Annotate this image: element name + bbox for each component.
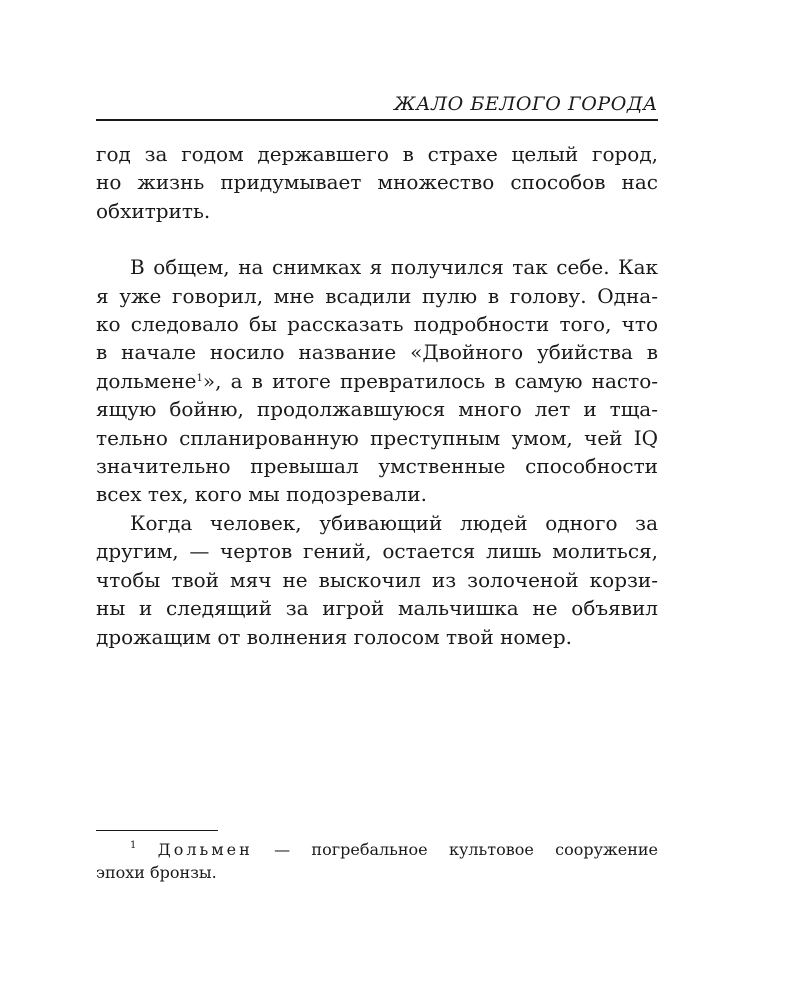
footnote-line [96, 838, 658, 861]
text-line: я уже говорил, мне всадили пулю в голову. Одна- [96, 283, 658, 308]
book-page [96, 0, 658, 1000]
paragraph-continued [96, 140, 658, 225]
paragraph-photos [96, 253, 658, 509]
text-fragment: дольмене [96, 368, 197, 393]
text-line: дрожащим от волнения голосом твой номер. [96, 624, 572, 649]
text-line [96, 367, 658, 395]
footnote-reference[interactable]: 1 [196, 372, 203, 384]
header-rule [96, 119, 658, 121]
text-fragment: », а в итоге превратилось в самую насто- [202, 368, 658, 393]
footnote [96, 838, 658, 884]
text-line: но жизнь придумывает множество способов нас [96, 170, 658, 195]
text-line: Когда человек, убивающий людей одного за [130, 510, 658, 535]
text-line: другим, — чертов гений, остается лишь молиться, [96, 539, 658, 564]
footnote-marker: 1 [130, 840, 137, 851]
body-text [96, 140, 658, 651]
running-head-title: ЖАЛО БЕЛОГО ГОРОДА [394, 93, 658, 115]
paragraph-genius [96, 509, 658, 651]
text-line: тельно спланированную преступным умом, чей IQ [96, 425, 658, 450]
footnote-rule [96, 830, 218, 831]
text-line: В общем, на снимках я получился так себе. Как [130, 255, 658, 280]
text-line: ны и следящий за игрой мальчишка не объявил [96, 596, 658, 621]
text-line: год за годом державшего в страхе целый город, [96, 142, 658, 166]
text-line: обхитрить. [96, 198, 211, 223]
text-line: ко следовало бы рассказать подробности того, что [96, 312, 658, 337]
footnote-definition: — погребальное культовое сооружение [252, 840, 659, 859]
text-line: чтобы твой мяч не выскочил из золоченой корзи- [96, 567, 658, 592]
text-line: в начале носило название «Двойного убийства в [96, 340, 658, 365]
text-line: значительно превышал умственные способности [96, 454, 658, 479]
footnote-term: Дольмен [157, 840, 253, 859]
text-line: всех тех, кого мы подозревали. [96, 482, 427, 507]
footnote-line: эпохи бронзы. [96, 863, 217, 882]
text-line: ящую бойню, продолжавшуюся много лет и тща- [96, 397, 658, 422]
